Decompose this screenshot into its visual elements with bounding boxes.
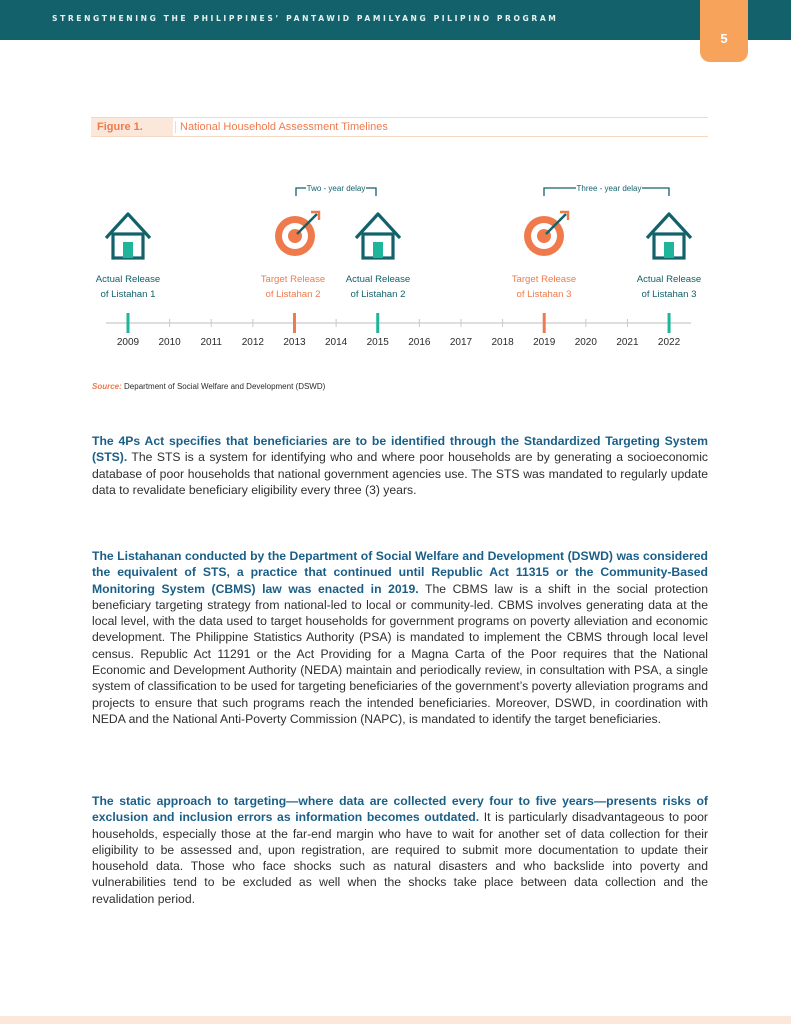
event-marker: [543, 313, 546, 333]
event-marker: [127, 313, 130, 333]
event-label-line2: of Listahan 2: [350, 289, 406, 300]
event-label-line1: Actual Release: [345, 274, 411, 285]
paragraph-body: It is particularly disadvantageous to poor households, especially those at the far-end margin who have to wait for another set of data collection for their eligibility to be assessed and, upon registration, are required to submit more documentation to update their household data. Those who face shocks such as natural disasters and who backslide into poverty and vulnerabilities tend to be excluded as well when the shocks take place between data collection and the revalidation period.: [92, 810, 708, 906]
event-marker: [293, 313, 296, 333]
year-label: 2020: [574, 337, 597, 348]
year-label: 2010: [158, 337, 181, 348]
target-icon: [275, 212, 319, 256]
event-marker: [376, 313, 379, 333]
page-number: 5: [720, 31, 728, 46]
paragraph-lead: The Listahanan conducted by the Department of Social Welfare and Development (DSWD) was considered the equivalent of STS, a practice that continued until Republic Act 11315 or the Community-Based Monitoring System (CBMS) law was enacted in 2019.: [92, 549, 708, 596]
year-label: 2009: [116, 337, 140, 348]
source-text: Department of Social Welfare and Development (DSWD): [124, 382, 326, 391]
page-number-tab: [700, 0, 748, 62]
paragraph: [92, 548, 708, 727]
bracket-two-year: [296, 182, 376, 196]
year-label: 2014: [324, 337, 348, 348]
event-label-line2: of Listahan 3: [641, 289, 697, 300]
year-label: 2013: [283, 337, 306, 348]
paragraph-body: The CBMS law is a shift in the social protection beneficiary targeting strategy from national-led to local or community-led. CBMS involves generating data at the local level, with the data used to target households for government programs on poverty alleviation and economic development. The Philippine Statistics Authority (PSA) is mandated to implement the CBMS through local level census. Republic Act 11291 or the Act Providing for a Magna Carta of the Poor requires that the National Economic and Development Authority (NEDA) maintain and periodically review, in consultation with PSA, a single system of classification to be used for targeting beneficiaries of the government’s poverty alleviation programs and projects to ensure that such programs reach the intended beneficiaries. Moreover, DSWD, in coordination with NEDA and the National Anti-Poverty Commission (NAPC), is mandated to identify the target beneficiaries.: [92, 581, 708, 726]
year-label: 2022: [657, 337, 681, 348]
footer-bar: [0, 1016, 791, 1024]
figure-header: [91, 117, 708, 137]
year-label: 2018: [491, 337, 514, 348]
house-icon: [106, 214, 150, 258]
paragraph-body: The STS is a system for identifying who and where poor households are by generating a socioeconomic database of poor households that national government agencies use. The STS was mandated to regularly update data to revalidate beneficiary eligibility every three (3) years.: [92, 450, 708, 497]
house-icon: [356, 214, 400, 258]
bracket-three-year-label: Three - year delay: [576, 184, 642, 193]
event-label-line1: Target Release: [511, 274, 577, 285]
paragraph: [92, 793, 708, 907]
timeline-figure: [88, 176, 708, 356]
bracket-two-year-label: Two - year delay: [306, 184, 366, 193]
event-label-line2: of Listahan 2: [265, 289, 321, 300]
source-note: [92, 382, 325, 391]
figure-header-divider: [175, 121, 176, 133]
year-label: 2017: [449, 337, 473, 348]
year-label: 2011: [200, 337, 222, 348]
event-label-line1: Actual Release: [95, 274, 161, 285]
event-label-line2: of Listahan 3: [516, 289, 572, 300]
bracket-three-year: [544, 182, 669, 196]
running-title: STRENGTHENING THE PHILIPPINES’ PANTAWID PAMILYANG PILIPINO PROGRAM: [52, 14, 559, 23]
event-label-line1: Target Release: [260, 274, 326, 285]
year-label: 2021: [616, 337, 639, 348]
paragraph: [92, 433, 708, 498]
event-label-line1: Actual Release: [636, 274, 702, 285]
figure-label: Figure 1.: [91, 118, 173, 136]
figure-title: National Household Assessment Timelines: [180, 121, 388, 133]
house-icon: [647, 214, 691, 258]
source-label: Source:: [92, 382, 122, 391]
paragraph-lead: The 4Ps Act specifies that beneficiaries are to be identified through the Standardized Targeting System (STS).: [92, 434, 708, 465]
year-label: 2019: [533, 337, 556, 348]
year-label: 2015: [366, 337, 389, 348]
target-icon: [524, 212, 568, 256]
year-label: 2012: [241, 337, 264, 348]
event-marker: [668, 313, 671, 333]
year-label: 2016: [408, 337, 431, 348]
event-label-line2: of Listahan 1: [100, 289, 156, 300]
paragraph-lead: The static approach to targeting—where data are collected every four to five years—presents risks of exclusion and inclusion errors as information becomes outdated.: [92, 794, 708, 825]
